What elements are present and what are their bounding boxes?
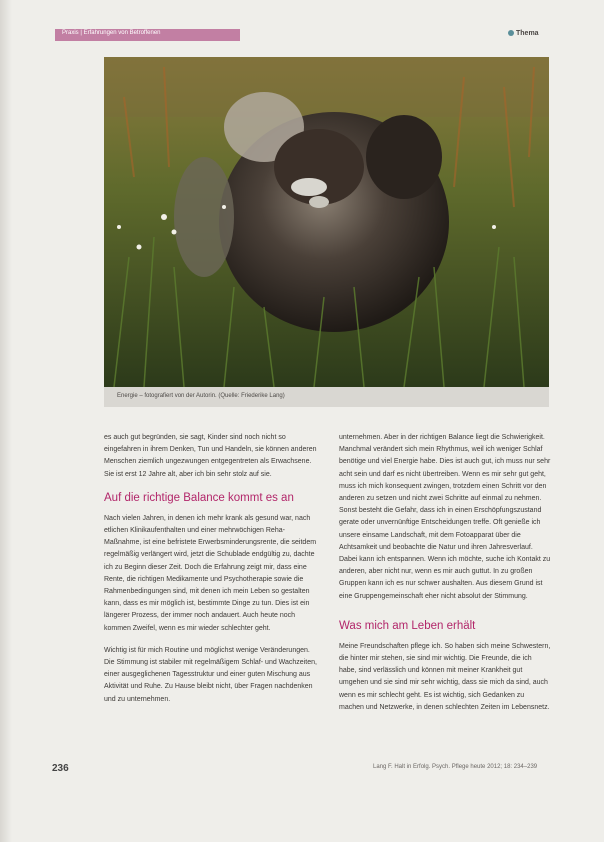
left-intro-paragraph: es auch gut begründen, sie sagt, Kinder sind noch nicht so eingefahren in ihrem Denken, Tun und Handeln, sie können anderen Menschen ziemlich ungezwungen entgegentreten als Erwachsene. Sie ist erst 12 Jahre alt, aber ich bin sehr stolz auf sie. [104, 434, 317, 478]
dog-photo [104, 57, 549, 387]
dog-photo-illustration [104, 57, 549, 387]
right-paragraph-1: unternehmen. Aber in der richtigen Balance liegt die Schwierigkeit. Manchmal verändert sich mein Rhythmus, weil ich weniger Schlaf benötige und viel Energie habe. Dies ist auch gut, ich muss nur sehr acht sein und darf es nicht übertreiben. Wenn es mir sehr gut geht, muss ich mich konsequent zwingen, trotzdem einen Schritt vor den anderen zu setzen und nicht zwei Schritte auf einmal zu nehmen. Sonst besteht die Gefahr, dass ich in einen Erschöpfungszustand gerate oder unvernünftige Entscheidungen treffe. Oft genieße ich unsere einsame Landschaft, mit dem Fotoapparat über die Achtsamkeit und beobachte die Natur und ihren Jahresverlauf. Dabei kann ich entspannen. Wenn ich möchte, suche ich Kontakt zu anderen, aber nicht nur, wenn es mir auch guttut. In zu großen Gruppen kann ich es nur schwer aushalten. Aus diesem Grund ist eine Gruppengemeinschaft eher nicht absolut der Stimmung. [339, 434, 551, 600]
header-breadcrumb: Praxis | Erfahrungen von Betroffenen [62, 30, 161, 36]
section-dot-icon [508, 30, 514, 36]
page-number: 236 [52, 763, 69, 774]
photo-caption: Energie – fotografiert von der Autorin. (Quelle: Friederike Lang) [117, 393, 285, 399]
header-section-text: Thema [516, 30, 539, 37]
header-section-label [508, 30, 539, 37]
left-paragraph-1: Nach vielen Jahren, in denen ich mehr krank als gesund war, nach etlichen Klinikaufenthalten und einer mehrwöchigen Reha-Maßnahme, ist eine befristete Erwerbsminderungsrente, die seitdem regelmäßig verlängert wird, jetzt die Schublade endgültig zu, dachte ich zu Beginn dieser Zeit. Doch die Erfahrung zeigt mir, dass eine Rente, die richtigen Medikamente und Psychotherapie sowie die Rahmenbedingungen sind, mit denen ich mein Leben so gestalten kann, dass es mir möglich ist, bestimmte Dinge zu tun. Dies ist ein längerer Prozess, der immer noch andauert. Auch heute noch kommen Zweifel, wenn es mir wieder schlechter geht. [104, 514, 317, 632]
footer-source: Lang F. Halt in Erfolg. Psych. Pflege heute 2012; 18: 234–239 [373, 764, 538, 770]
page-edge-shadow [0, 0, 12, 842]
right-paragraph-2: Meine Freundschaften pflege ich. So haben sich meine Schwestern, die hinter mir stehen, sie sind mir wichtig. Die Freunde, die ich habe, sind verlässlich und können mit meiner Krankheit gut umgehen und sie sind mir sehr wichtig, dass sie mich da sind, auch wenn es mir schlecht geht. Es ist wichtig, sich Gedanken zu machen und Netzwerke, in denen schlechten Zeiten im Lebensnetz. [339, 642, 551, 711]
left-column [104, 432, 319, 716]
right-column [339, 432, 551, 724]
right-subheading: Was mich am Leben erhält [339, 619, 476, 632]
left-paragraph-2: Wichtig ist für mich Routine und möglichst wenige Veränderungen. Die Stimmung ist stabiler mit regelmäßigem Schlaf- und Wachzeiten, einer ausgeglichenen Tagesstruktur und einer guten Mischung aus Aktivität und Ruhe. Zu Hause bleibt nicht, über Fragen nachdenken und zu unternehmen. [104, 646, 317, 703]
left-subheading: Auf die richtige Balance kommt es an [104, 491, 294, 504]
